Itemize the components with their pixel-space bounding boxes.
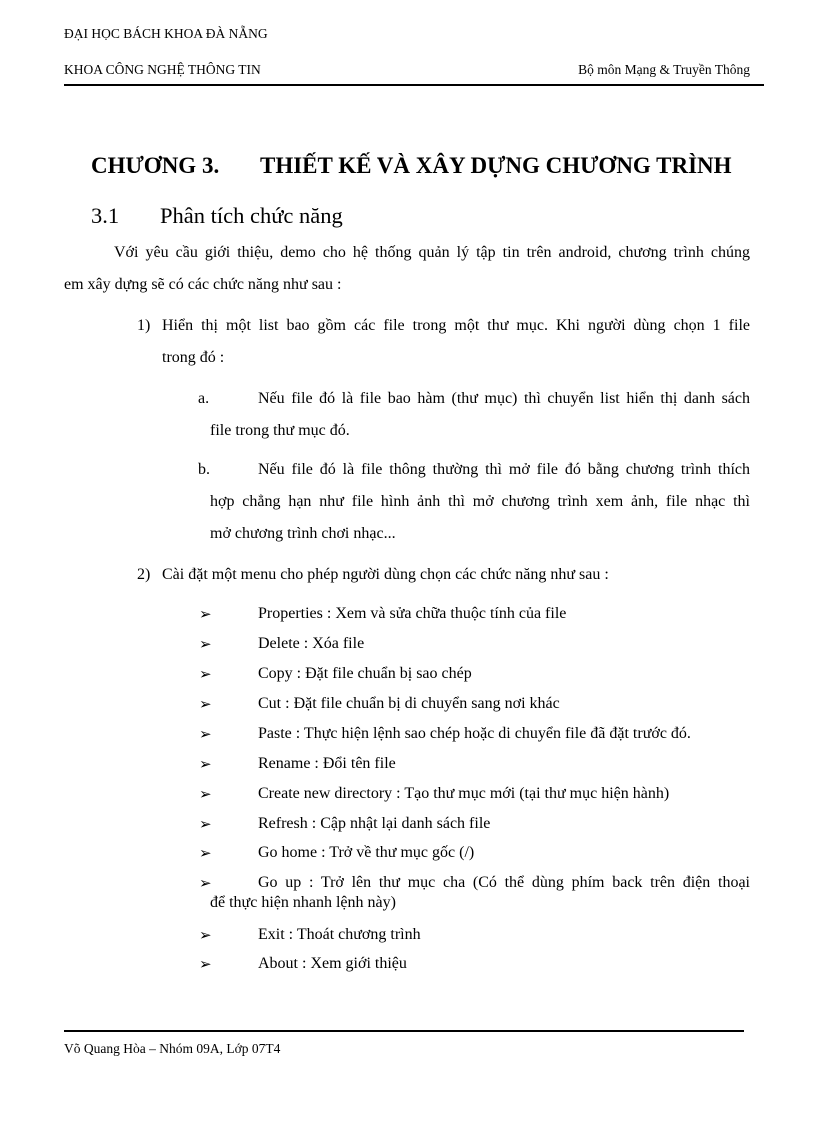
menu-item: Delete : Xóa file [258,635,365,652]
menu-bullet-icon: ➢ [199,928,212,944]
sub-a-line-2: file trong thư mục đó. [210,422,350,439]
menu-item: Rename : Đổi tên file [258,755,396,772]
footer-rule [64,1030,744,1032]
item-2-line-1: Cài đặt một menu cho phép người dùng chọn các chức năng như sau : [162,566,609,583]
chapter-title: THIẾT KẾ VÀ XÂY DỰNG CHƯƠNG TRÌNH [260,153,732,178]
header-faculty: KHOA CÔNG NGHỆ THÔNG TIN [64,62,261,77]
menu-bullet-icon: ➢ [199,667,212,683]
menu-item: Copy : Đặt file chuẩn bị sao chép [258,665,472,682]
menu-bullet-icon: ➢ [199,757,212,773]
section-title: Phân tích chức năng [160,203,343,228]
sub-a-marker: a. [198,390,210,407]
header-rule [64,84,764,86]
menu-bullet-icon: ➢ [199,697,212,713]
menu-bullet-icon: ➢ [199,727,212,743]
menu-bullet-icon: ➢ [199,957,212,973]
menu-bullet-icon: ➢ [199,607,212,623]
menu-item: Exit : Thoát chương trình [258,926,421,943]
item-2-marker: 2) [137,566,151,583]
menu-item: Go up : Trở lên thư mục cha (Có thể dùng phím back trên điện thoại [258,874,750,891]
item-1-line-1: Hiển thị một list bao gồm các file trong một thư mục. Khi người dùng chọn 1 file [162,317,750,334]
item-1-line-2: trong đó : [162,349,225,366]
menu-item: Cut : Đặt file chuẩn bị di chuyển sang nơi khác [258,695,560,712]
menu-bullet-icon: ➢ [199,787,212,803]
item-1-marker: 1) [137,317,151,334]
section-number: 3.1 [91,203,120,228]
sub-a-line-1: Nếu file đó là file bao hàm (thư mục) thì chuyển list hiển thị danh sách [258,390,750,407]
menu-item: Properties : Xem và sửa chữa thuộc tính của file [258,605,567,622]
header-department: Bộ môn Mạng & Truyền Thông [578,62,750,77]
sub-b-line-1: Nếu file đó là file thông thường thì mở file đó bằng chương trình thích [258,461,750,478]
footer-author: Võ Quang Hòa – Nhóm 09A, Lớp 07T4 [64,1041,281,1056]
header-university: ĐẠI HỌC BÁCH KHOA ĐÀ NẴNG [64,26,268,41]
chapter-number: CHƯƠNG 3. [91,153,220,178]
intro-line-1: Với yêu cầu giới thiệu, demo cho hệ thống quản lý tập tin trên android, chương trình chúng [114,244,750,261]
menu-item: Refresh : Cập nhật lại danh sách file [258,815,491,832]
menu-bullet-icon: ➢ [199,637,212,653]
menu-item: About : Xem giới thiệu [258,955,407,972]
sub-b-marker: b. [198,461,210,478]
intro-line-2: em xây dựng sẽ có các chức năng như sau : [64,276,342,293]
menu-item: Create new directory : Tạo thư mục mới (tại thư mục hiện hành) [258,785,670,802]
menu-item-continuation: để thực hiện nhanh lệnh này) [210,894,396,911]
sub-b-line-2: hợp chẳng hạn như file hình ảnh thì mở chương trình xem ảnh, file nhạc thì [210,493,750,510]
menu-bullet-icon: ➢ [199,876,212,892]
menu-item: Paste : Thực hiện lệnh sao chép hoặc di chuyển file đã đặt trước đó. [258,725,691,742]
menu-item: Go home : Trở về thư mục gốc (/) [258,844,475,861]
sub-b-line-3: mở chương trình chơi nhạc... [210,525,396,542]
menu-bullet-icon: ➢ [199,817,212,833]
menu-bullet-icon: ➢ [199,846,212,862]
